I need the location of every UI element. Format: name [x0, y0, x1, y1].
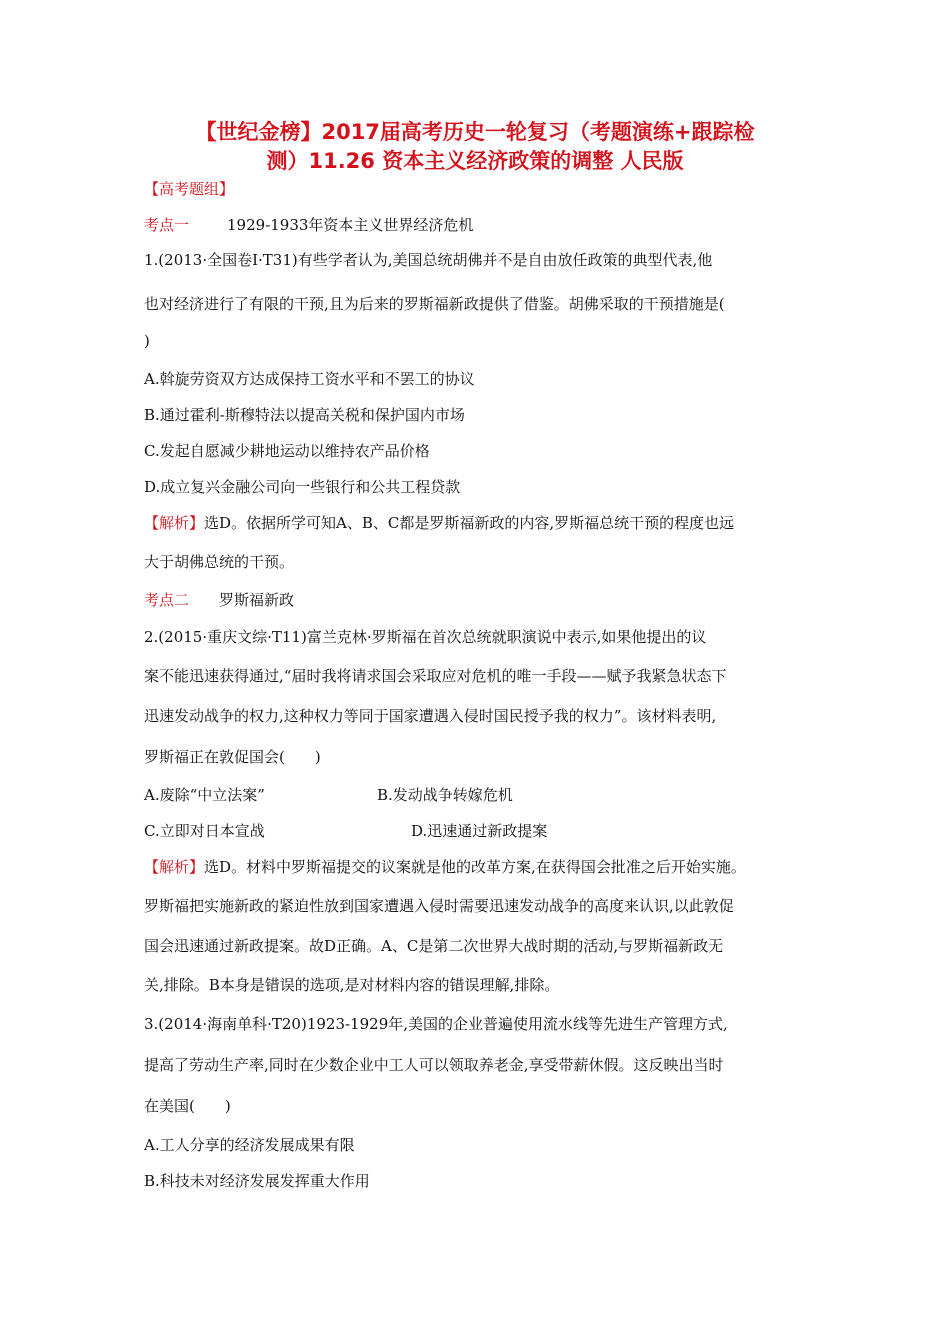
section-heading: 【高考题组】 [144, 180, 235, 198]
q1-option-c: C.发起自愿减少耕地运动以维持农产品价格 [144, 442, 430, 460]
document-title [120, 118, 830, 176]
q2-analysis-line: 罗斯福把实施新政的紧迫性放到国家遭遇入侵时需要迅速发动战争的高度来认识,以此敦促 [144, 897, 734, 915]
kaodian-2-heading [144, 589, 294, 610]
analysis-label: 【解析】 [144, 858, 205, 876]
q3-line: 在美国( ) [144, 1097, 231, 1115]
analysis-text: 选D。依据所学可知A、B、C都是罗斯福新政的内容,罗斯福总统干预的程度也远 [204, 514, 735, 532]
q2-line: 2.(2015·重庆文综·T11)富兰克林·罗斯福在首次总统就职演说中表示,如果他提出的议 [144, 628, 707, 646]
kaodian-2-title: 罗斯福新政 [219, 591, 295, 609]
title-line-2: 测）11.26 资本主义经济政策的调整 人民版 [266, 149, 684, 173]
q1-option-d: D.成立复兴金融公司向一些银行和公共工程贷款 [144, 478, 461, 496]
q3-line: 3.(2014·海南单科·T20)1923-1929年,美国的企业普遍使用流水线等先进生产管理方式, [144, 1015, 728, 1033]
kaodian-2-label: 考点二 [144, 591, 190, 609]
q2-line: 案不能迅速获得通过,“届时我将请求国会采取应对危机的唯一手段——赋予我紧急状态下 [144, 667, 727, 685]
analysis-label: 【解析】 [144, 514, 205, 532]
q2-option-b: B.发动战争转嫁危机 [377, 786, 513, 804]
q1-line: 也对经济进行了有限的干预,且为后来的罗斯福新政提供了借鉴。胡佛采取的干预措施是( [144, 295, 725, 313]
kaodian-1-label: 考点一 [144, 216, 190, 234]
analysis-text: 选D。材料中罗斯福提交的议案就是他的改革方案,在获得国会批准之后开始实施。 [204, 858, 746, 876]
title-line-1: 【世纪金榜】2017届高考历史一轮复习（考题演练+跟踪检 [195, 120, 755, 144]
kaodian-1-heading [144, 214, 473, 235]
q2-analysis-line: 关,排除。B本身是错误的选项,是对材料内容的错误理解,排除。 [144, 976, 560, 994]
q3-option-a: A.工人分享的经济发展成果有限 [144, 1136, 355, 1154]
q3-option-b: B.科技未对经济发展发挥重大作用 [144, 1172, 370, 1190]
q1-analysis [144, 512, 734, 533]
q2-option-d: D.迅速通过新政提案 [411, 822, 548, 840]
q1-line: ) [144, 332, 150, 350]
q2-analysis-line: 国会迅速通过新政提案。故D正确。A、C是第二次世界大战时期的活动,与罗斯福新政无 [144, 937, 724, 955]
q1-option-b: B.通过霍利-斯穆特法以提高关税和保护国内市场 [144, 406, 465, 424]
q1-option-a: A.斡旋劳资双方达成保持工资水平和不罢工的协议 [144, 370, 475, 388]
kaodian-1-title: 1929-1933年资本主义世界经济危机 [227, 216, 474, 234]
q2-line: 罗斯福正在敦促国会( ) [144, 748, 321, 766]
q2-option-a: A.废除“中立法案” [144, 786, 265, 804]
q2-option-c: C.立即对日本宣战 [144, 822, 265, 840]
q1-line: 1.(2013·全国卷Ⅰ·T31)有些学者认为,美国总统胡佛并不是自由放任政策的典型代表,他 [144, 251, 713, 269]
q1-analysis-line: 大于胡佛总统的干预。 [144, 553, 295, 571]
q3-line: 提高了劳动生产率,同时在少数企业中工人可以领取养老金,享受带薪休假。这反映出当时 [144, 1056, 724, 1074]
q2-line: 迅速发动战争的权力,这种权力等同于国家遭遇入侵时国民授予我的权力”。该材料表明, [144, 707, 717, 725]
q2-analysis [144, 856, 746, 877]
